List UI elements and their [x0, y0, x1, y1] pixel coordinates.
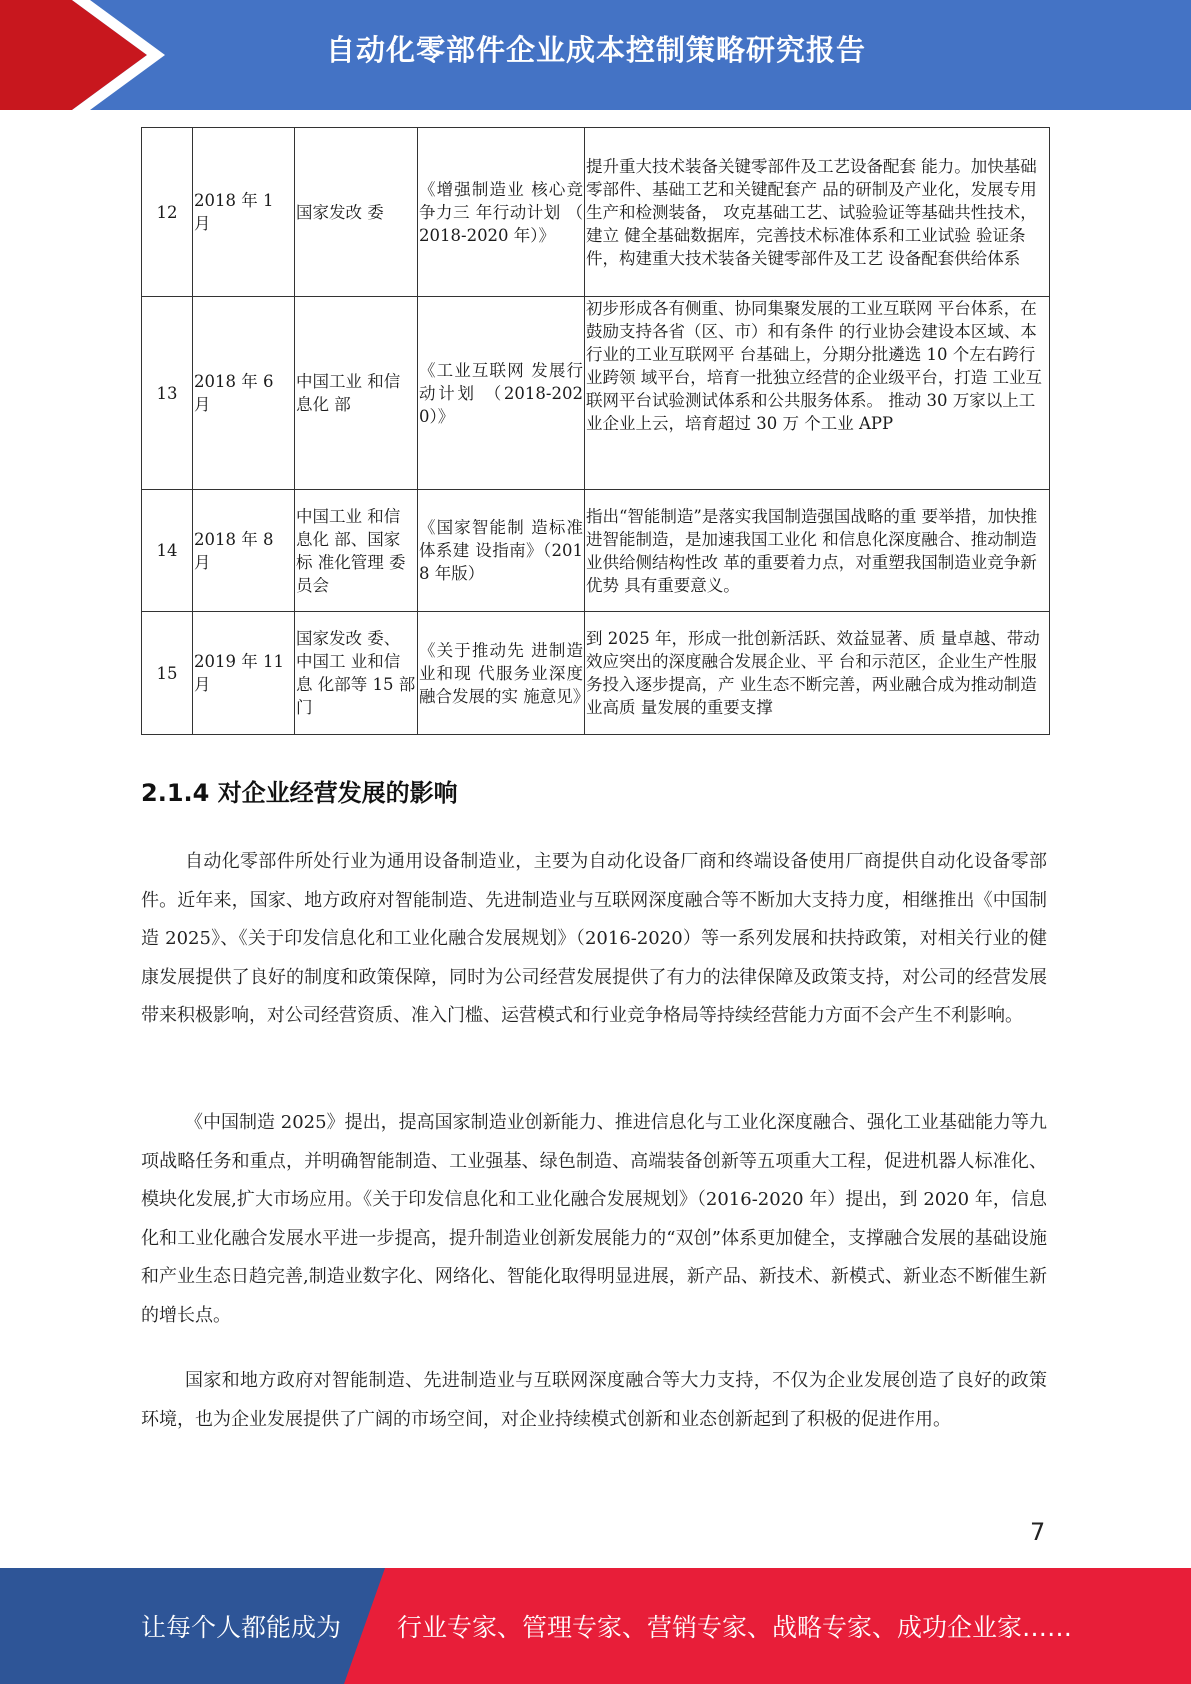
row-content: 提升重大技术装备关键零部件及工艺设备配套 能力。加快基础零部件、基础工艺和关键配套产 品的研制及产业化，发展专用生产和检测装备， 攻克基础工艺、试验验证等基础共性技术，建立 健全基础数据库，完善技术标准体系和工业试验 验证条件，构建重大技术装备关键零部件及工艺 设备配套供给体系 — [585, 128, 1050, 297]
row-department: 国家发改 委 — [295, 128, 418, 297]
section-heading: 2.1.4 对企业经营发展的影响 — [141, 779, 458, 807]
page-footer — [0, 1568, 1191, 1684]
paragraph: 《中国制造 2025》提出，提高国家制造业创新能力、推进信息化与工业化深度融合、强化工业基础能力等九项战略任务和重点，并明确智能制造、工业强基、绿色制造、高端装备创新等五项重大工程，促进机器人标准化、模块化发展,扩大市场应用。《关于印发信息化和工业化融合发展规划》（2016-2020 年）提出，到 2020 年，信息化和工业化融合发展水平进一步提高，提升制造业创新发展能力的“双创”体系更加健全，支撑融合发展的基础设施和产业生态日趋完善,制造业数字化、网络化、智能化取得明显进展，新产品、新技术、新模式、新业态不断催生新的增长点。 — [141, 1112, 1047, 1326]
row-number: 14 — [142, 490, 193, 612]
row-number: 13 — [142, 297, 193, 490]
footer-slogan-right: 行业专家、管理专家、营销专家、战略专家、成功企业家…… — [397, 1613, 1073, 1642]
footer-slogan-left: 让每个人都能成为 — [141, 1613, 342, 1642]
row-date: 2018 年 1 月 — [193, 128, 295, 297]
row-date: 2018 年 6 月 — [193, 297, 295, 490]
row-document: 《国家智能制 造标准体系建 设指南》（2018 年版） — [418, 490, 585, 612]
row-content: 初步形成各有侧重、协同集聚发展的工业互联网 平台体系，在鼓励支持各省（区、市）和有条件 的行业协会建设本区域、本行业的工业互联网平 台基础上，分期分批遴选 10 个左右跨行业跨领 域平台，培育一批独立经营的企业级平台，打造 工业互联网平台试验测试体系和公共服务体系。 推动 30 万家以上工业企业上云，培育超过 30 万 个工业 APP — [585, 297, 1050, 490]
row-department: 国家发改 委、中国工 业和信息 化部等 15 部门 — [295, 612, 418, 735]
table-row — [142, 490, 1050, 612]
row-document: 《增强制造业 核心竞争力三 年行动计划 （ 2018-2020 年）》 — [418, 128, 585, 297]
paragraph: 国家和地方政府对智能制造、先进制造业与互联网深度融合等大力支持，不仅为企业发展创造了良好的政策环境，也为企业发展提供了广阔的市场空间，对企业持续模式创新和业态创新起到了积极的促进作用。 — [141, 1370, 1047, 1430]
table-row — [142, 297, 1050, 490]
paragraph: 自动化零部件所处行业为通用设备制造业，主要为自动化设备厂商和终端设备使用厂商提供自动化设备零部件。近年来，国家、地方政府对智能制造、先进制造业与互联网深度融合等不断加大支持力度，相继推出《中国制造 2025》、《关于印发信息化和工业化融合发展规划》（2016-2020）等一系列发展和扶持政策，对相关行业的健康发展提供了良好的制度和政策保障，同时为公司经营发展提供了有力的法律保障及政策支持，对公司的经营发展带来积极影响，对公司经营资质、准入门槛、运营模式和行业竞争格局等持续经营能力方面不会产生不利影响。 — [141, 851, 1047, 1026]
report-title: 自动化零部件企业成本控制策略研究报告 — [326, 33, 867, 67]
table-row — [142, 612, 1050, 735]
row-date: 2019 年 11 月 — [193, 612, 295, 735]
row-number: 12 — [142, 128, 193, 297]
row-department: 中国工业 和信息化 部、国家标 准化管理 委员会 — [295, 490, 418, 612]
table-row — [142, 128, 1050, 297]
row-document: 《关于推动先 进制造业和现 代服务业深度 融合发展的实 施意见》 — [418, 612, 585, 735]
row-content: 指出“智能制造”是落实我国制造强国战略的重 要举措，加快推进智能制造，是加速我国工业化 和信息化深度融合、推动制造业供给侧结构性改 革的重要着力点，对重塑我国制造业竞争新优势 具有重要意义。 — [585, 490, 1050, 612]
row-document: 《工业互联网 发展行动计划 （2018-2020）》 — [418, 297, 585, 490]
row-number: 15 — [142, 612, 193, 735]
policy-table — [141, 127, 1050, 735]
row-department: 中国工业 和信息化 部 — [295, 297, 418, 490]
page-number: 7 — [1030, 1518, 1046, 1546]
row-date: 2018 年 8 月 — [193, 490, 295, 612]
row-content: 到 2025 年，形成一批创新活跃、效益显著、质 量卓越、带动效应突出的深度融合发展企业、平 台和示范区，企业生产性服务投入逐步提高，产 业生态不断完善，两业融合成为推动制造业高质 量发展的重要支撑 — [585, 612, 1050, 735]
page-header — [0, 0, 1191, 110]
